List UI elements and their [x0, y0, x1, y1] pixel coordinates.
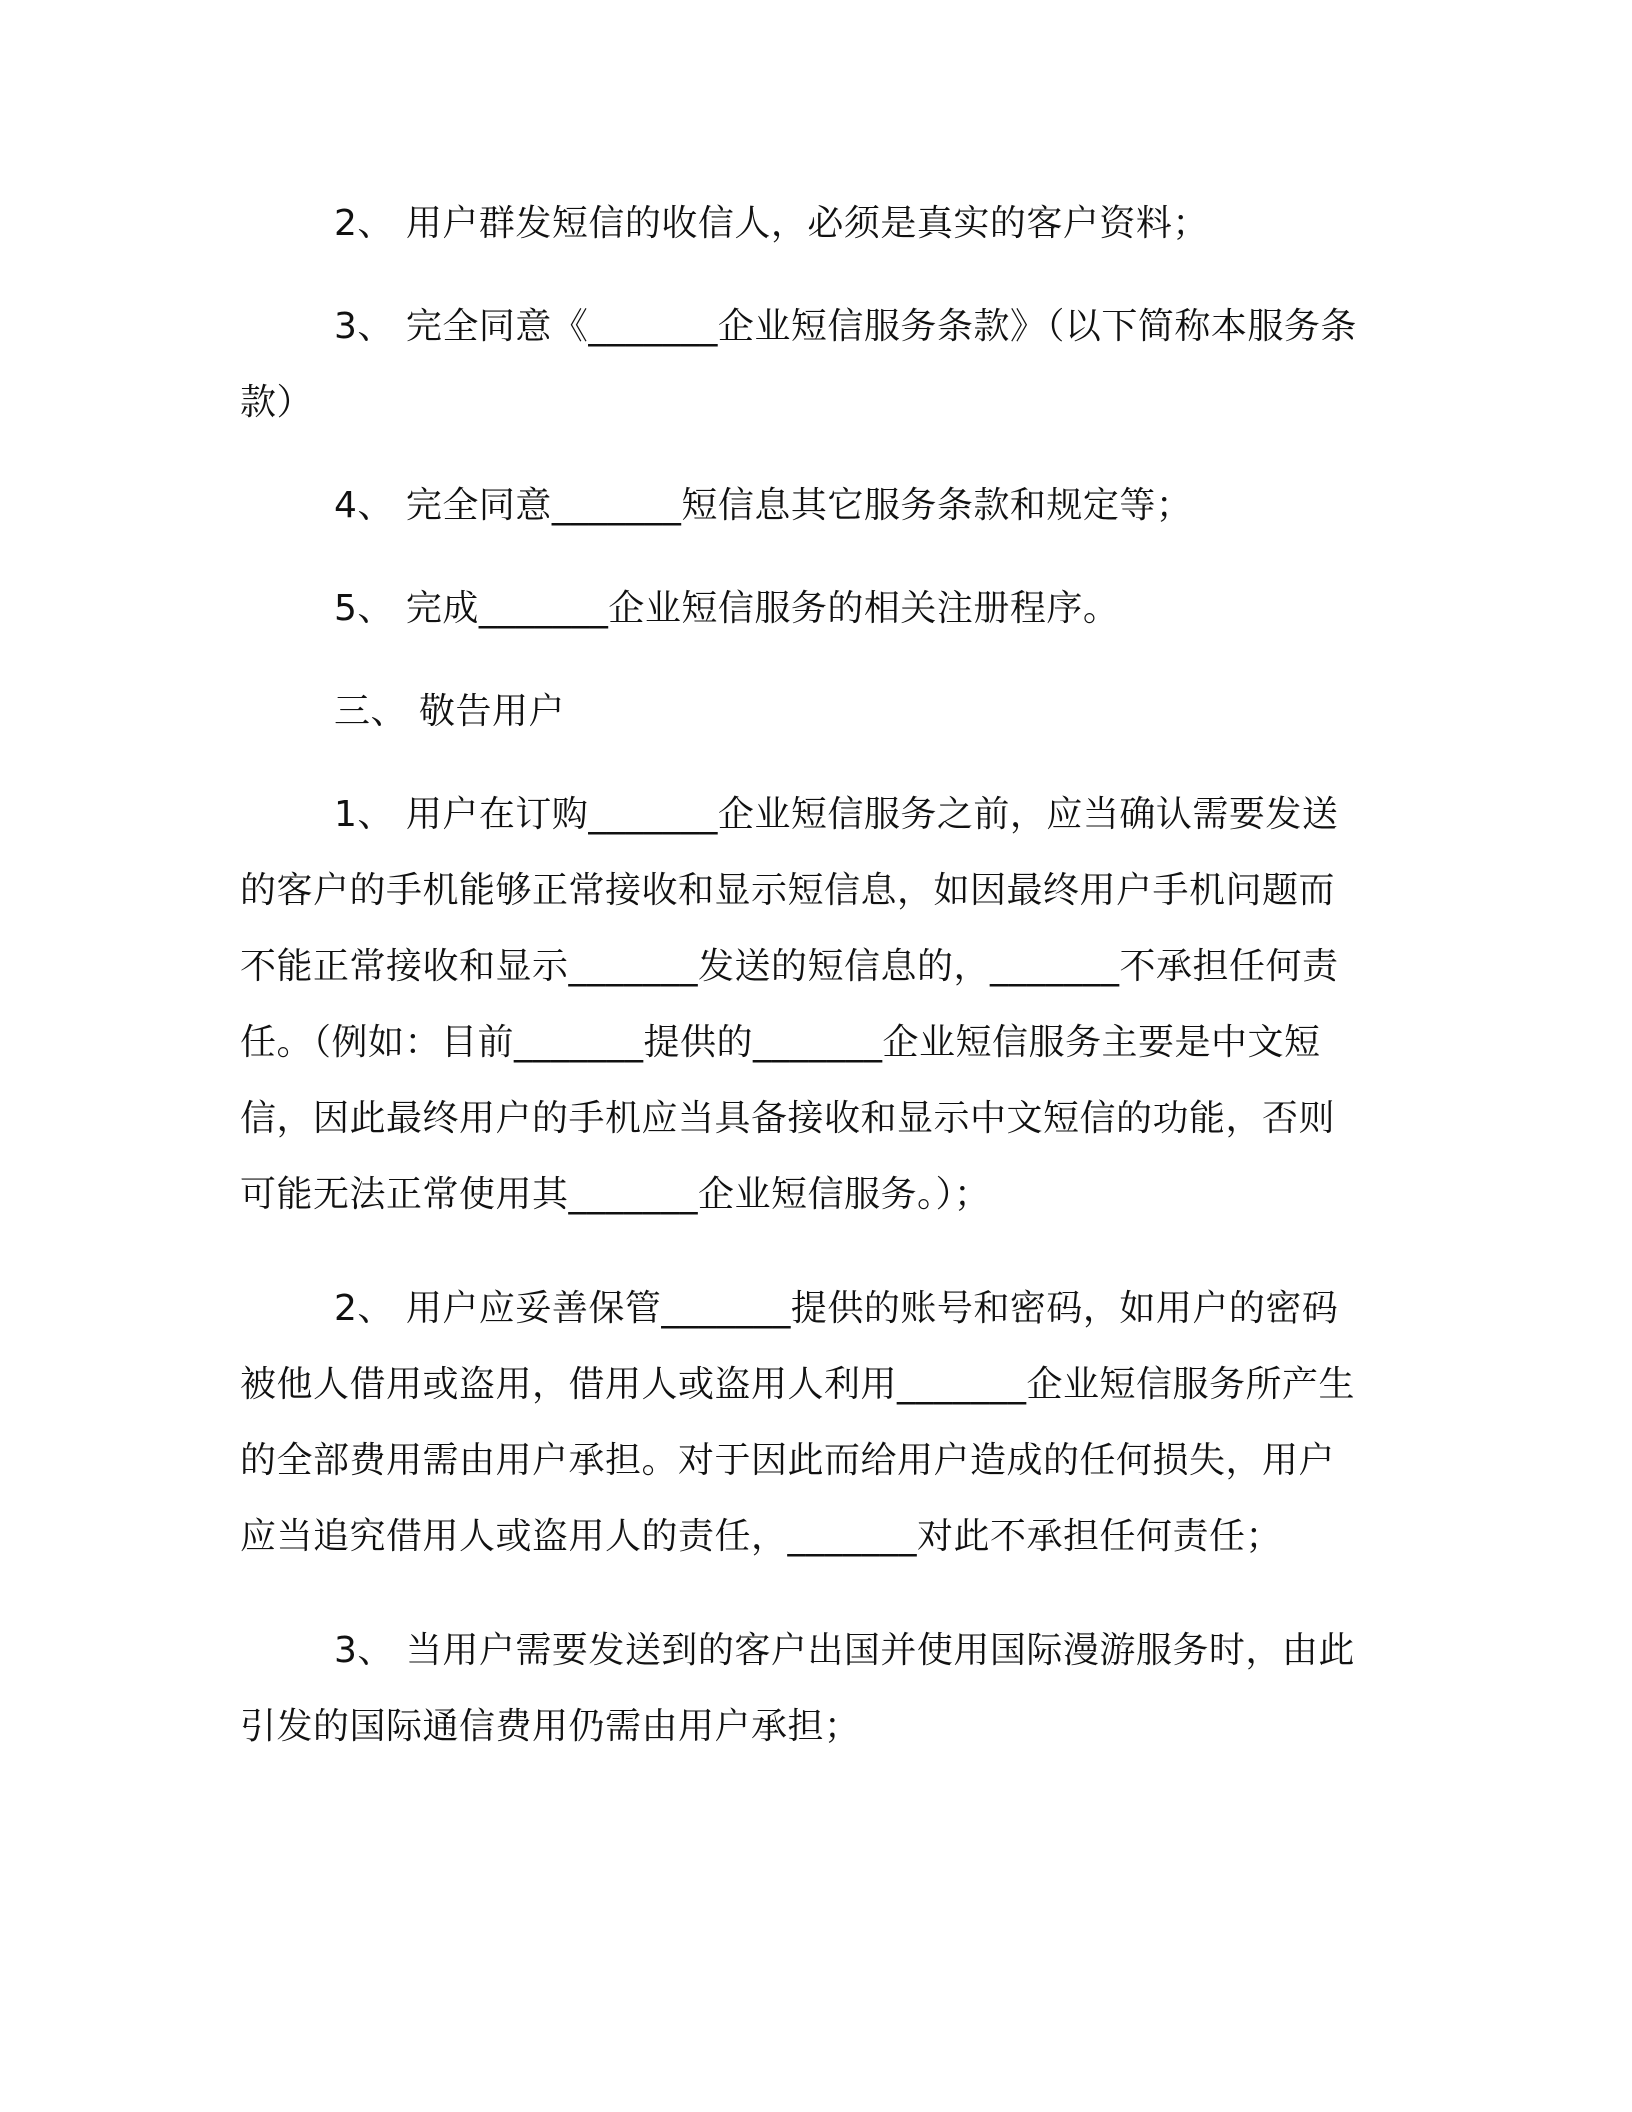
section-heading-notice-to-users: 三、 敬告用户 [334, 691, 565, 732]
clause-5-registration: 5、 完成_______企业短信服务的相关注册程序。 [334, 588, 1120, 629]
clause-4-agree-other-terms: 4、 完全同意_______短信息其它服务条款和规定等； [334, 485, 1193, 526]
clause-3-agree-terms: 3、 完全同意《_______企业短信服务条款》（以下简称本服务条款） [240, 306, 1357, 423]
document-body [240, 186, 1365, 1765]
clause-2-recipients: 2、 用户群发短信的收信人，必须是真实的客户资料； [334, 203, 1209, 244]
notice-clause-1: 1、 用户在订购_______企业短信服务之前，应当确认需要发送的客户的手机能够正常接收和显示短信息，如因最终用户手机问题而不能正常接收和显示_______发送的短信息的，_______不承担任何责任。（例如：目前_______提供的_______企业短信服务主要是中文短信，因此最终用户的手机应当具备接收和显示中文短信的功能，否则可能无法正常使用其_______企业短信服务。）； [240, 794, 1339, 1215]
notice-clause-2: 2、 用户应妥善保管_______提供的账号和密码，如用户的密码被他人借用或盗用，借用人或盗用人利用_______企业短信服务所产生的全部费用需由用户承担。对于因此而给用户造成的任何损失，用户应当追究借用人或盗用人的责任，_______对此不承担任何责任； [240, 1288, 1356, 1557]
notice-clause-3: 3、 当用户需要发送到的客户出国并使用国际漫游服务时，由此引发的国际通信费用仍需由用户承担； [240, 1630, 1355, 1747]
